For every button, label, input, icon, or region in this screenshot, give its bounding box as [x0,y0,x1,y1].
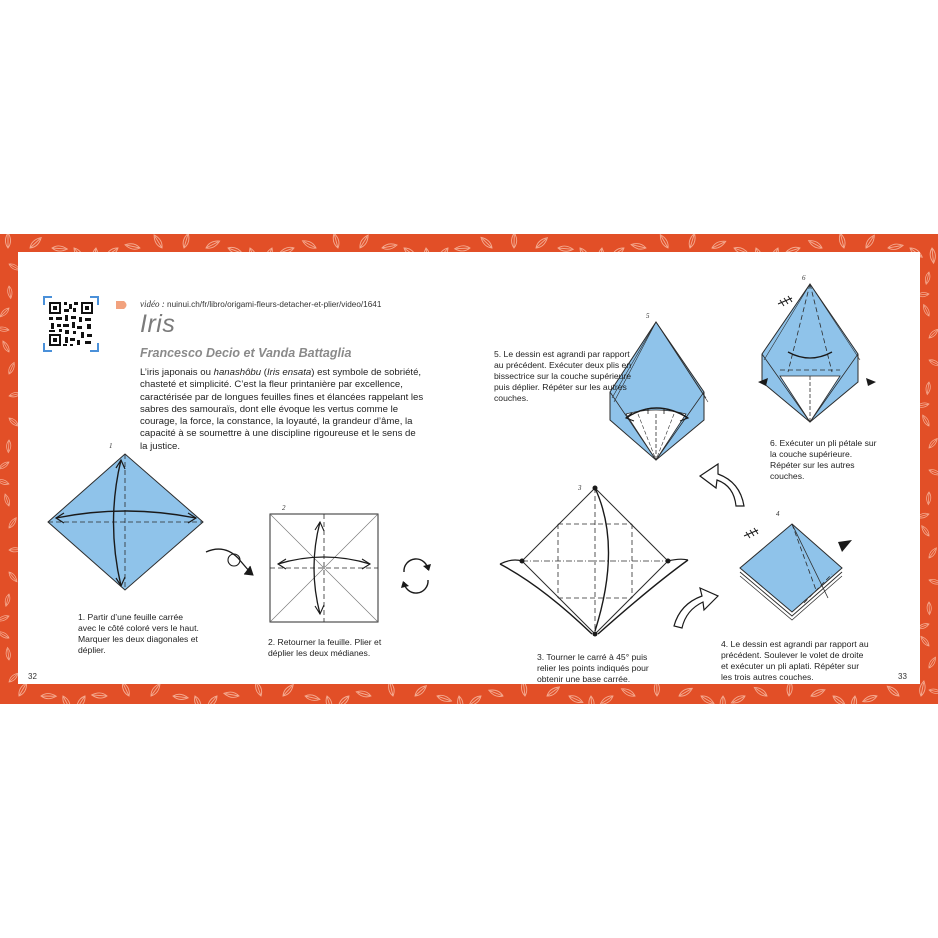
video-link[interactable] [140,299,381,309]
intro-hanashobu: hanashôbu [213,367,262,378]
step-6-number: 6 [802,274,806,282]
step-1-diagram [46,440,216,610]
step-1-caption: 1. Partir d’une feuille carrée avec le côté coloré vers le haut. Marquer les deux diagonales et déplier. [78,612,199,655]
step-4-number: 4 [776,510,780,518]
page-title: Iris [140,310,176,338]
step-2-number: 2 [282,504,286,512]
video-url: nuinui.ch/fr/libro/origami-fleurs-detacher-et-plier/video/1641 [167,300,382,309]
page-number-left: 32 [28,672,37,681]
step-6-diagram [758,272,888,442]
book-spread [0,234,938,704]
step-2-diagram [264,502,384,628]
video-label: vidéo : [140,299,165,309]
step-3-caption: 3. Tourner le carré à 45° puis relier les points indiqués pour obtenir une base carrée. [537,652,649,684]
step-3-number: 3 [578,484,582,492]
authors: Francesco Decio et Vanda Battaglia [140,346,352,360]
step-5-number: 5 [646,312,650,320]
page-content [18,252,920,684]
turn-over-icon [204,546,256,580]
step-4-diagram [734,508,864,618]
step-6-caption: 6. Exécuter un pli pétale sur la couche supérieure. Répéter sur les autres couches. [770,438,877,481]
qr-frame-corners [43,296,99,352]
step-5-caption: 5. Le dessin est agrandi par rapport au précédent. Exécuter deux plis en bissectrice sur la couche supérieure puis déplier. Répéter sur les autres couches. [494,349,632,403]
rotate-icon [398,558,434,594]
intro-text-1: L’iris japonais ou [140,367,214,378]
step-1-number: 1 [109,442,113,450]
intro-latin: Iris ensata [266,367,312,378]
intro-text-2: ( [261,367,267,378]
step-arrow-icon [670,584,722,630]
intro-text-3: ) est symbole de sobriété, chasteté et simplicité. C’est la fleur printanière par excellence, caractérisée par de longues feuilles fines et élancées rappelant les sabres des samouraïs, dont elle évoque les vertus comme le courage, la force, la constance, la loyauté, la grandeur d’âme, la capacité à se soumettre à une discipline rigoureuse et le sens de la justice. [140,367,424,452]
video-marker-icon [116,299,132,311]
step-2-caption: 2. Retourner la feuille. Plier et déplier les deux médianes. [268,637,382,658]
page-number-right: 33 [898,672,907,681]
step-4-caption: 4. Le dessin est agrandi par rapport au précédent. Soulever le volet de droite et exécuter un pli aplati. Répéter sur les trois autres couches. [721,639,869,682]
